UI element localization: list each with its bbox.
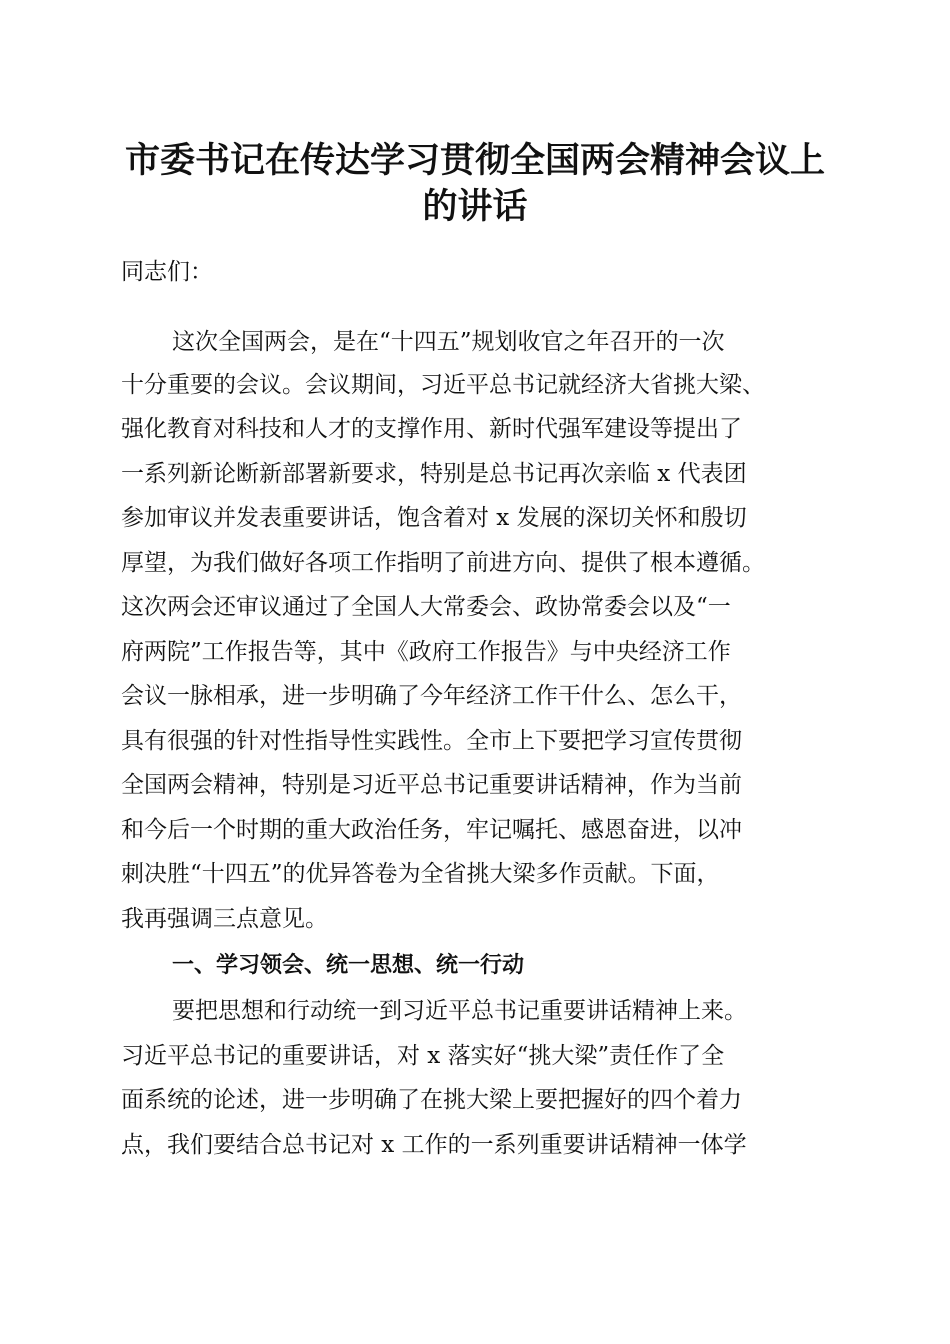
paragraph-1-line: 这次全国两会，是在“十四五”规划收官之年召开的一次 [172, 329, 725, 355]
paragraph-2-line: 要把思想和行动统一到习近平总书记重要讲话精神上来。 [172, 998, 747, 1024]
paragraph-1-line: 会议一脉相承，进一步明确了今年经济工作干什么、怎么干， [121, 683, 742, 709]
paragraph-1-line: 和今后一个时期的重大政治任务，牢记嘱托、感恩奋进，以冲 [121, 817, 742, 843]
paragraph-1-line: 府两院”工作报告等，其中《政府工作报告》与中央经济工作 [121, 639, 731, 665]
paragraph-1-line: 强化教育对科技和人才的支撑作用、新时代强军建设等提出了 [121, 416, 742, 442]
paragraph-1-line: 具有很强的针对性指导性实践性。全市上下要把学习宣传贯彻 [121, 728, 742, 754]
paragraph-2-line: 点，我们要结合总书记对 x 工作的一系列重要讲话精神一体学 [121, 1132, 747, 1158]
paragraph-2-line: 面系统的论述，进一步明确了在挑大梁上要把握好的四个着力 [121, 1087, 742, 1113]
paragraph-1-line: 一系列新论断新部署新要求，特别是总书记再次亲临 x 代表团 [121, 461, 747, 487]
paragraph-1-line: 参加审议并发表重要讲话，饱含着对 x 发展的深切关怀和殷切 [121, 505, 747, 531]
paragraph-1-line: 我再强调三点意见。 [121, 906, 328, 932]
salutation: 同志们： [121, 259, 213, 285]
paragraph-1-line: 这次两会还审议通过了全国人大常委会、政协常委会以及“一 [121, 594, 731, 620]
section-heading-1: 一、学习领会、统一思想、统一行动 [172, 953, 525, 978]
paragraph-1-line: 刺决胜“十四五”的优异答卷为全省挑大梁多作贡献。下面， [121, 861, 720, 887]
paragraph-1-line: 全国两会精神，特别是习近平总书记重要讲话精神，作为当前 [121, 772, 742, 798]
paragraph-1-line: 厚望，为我们做好各项工作指明了前进方向、提供了根本遵循。 [121, 550, 765, 576]
paragraph-2-line: 习近平总书记的重要讲话，对 x 落实好“挑大梁”责任作了全 [121, 1043, 725, 1069]
document-title-line-2: 的讲话 [422, 186, 528, 227]
document-title-line-1: 市委书记在传达学习贯彻全国两会精神会议上 [124, 140, 825, 181]
paragraph-1-line: 十分重要的会议。会议期间，习近平总书记就经济大省挑大梁、 [121, 372, 765, 398]
